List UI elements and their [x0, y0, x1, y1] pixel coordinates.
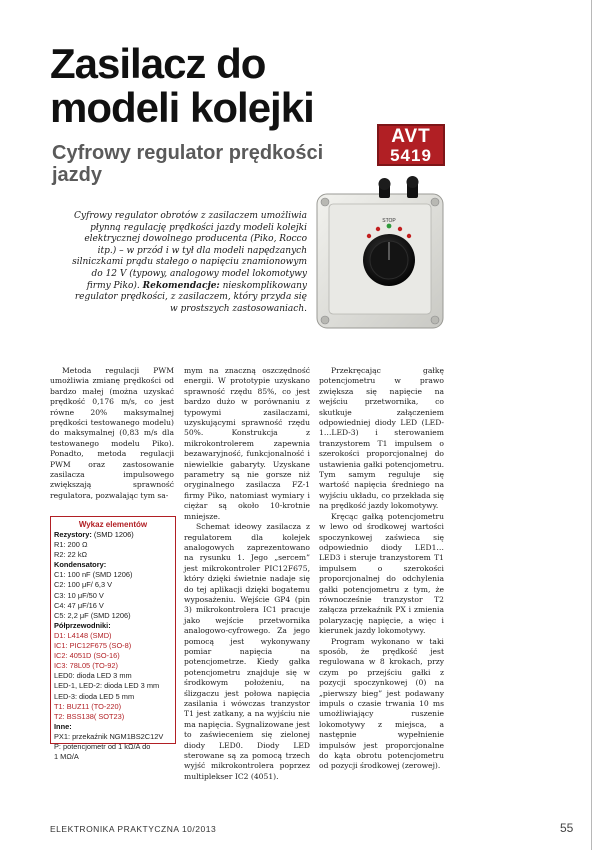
knob-stop-label: STOP	[382, 218, 396, 224]
parts-item: IC1: PIC12F675 (SO-8)	[54, 641, 132, 651]
parts-item: R1: 200 Ω	[54, 540, 88, 550]
recommend-label: Rekomendacje:	[142, 280, 220, 291]
parts-item: LED-3: dioda LED 5 mm	[54, 691, 135, 701]
parts-item: LED-1, LED-2: dioda LED 3 mm	[54, 681, 160, 691]
body-paragraph: Metoda regulacji PWM umożliwia zmianę prędkości od bardzo małej (można uzyskać prędkość 0,176 m/s, co jest równe 20% maksymalnej prędkości testowanego modelu) do maksymalnej (0,83 m/s dla testowanego modelu Piko). Ponadto, metoda regulacji PWM oraz zastosowanie zasilacza impulsowego zwiększają sprawność regulatora, pozwalając tym sa-	[50, 366, 174, 500]
parts-item: R2: 22 kΩ	[54, 550, 88, 560]
parts-item: LED0: dioda LED 3 mm	[54, 671, 132, 681]
lead-paragraph	[70, 211, 307, 315]
article-subtitle: Cyfrowy regulator prędkości jazdy	[52, 142, 324, 186]
device-photo	[315, 172, 447, 335]
parts-item: IC2: 4051D (SO-16)	[54, 651, 120, 661]
body-paragraph: Schemat ideowy zasilacza z regulatorem dla kolejek analogowych zaprezentowano na rysunku 1. Jego „sercem” jest mikrokontroler PIC12F675, który dzięki świetnie nadaje się do tej aplikacji dzięki bogatemu wyposażeniu. Wejście GP4 (pin 3) mikrokontrolera IC1 pracuje jako wejście przetwornika analogowo-cyfrowego. Za jego pomocą jest wykonywany pomiar napięcia na potencjometrze. Kiedy gałka potencjometru znajduje się w środkowym położeniu, na ślizgaczu jest połowa napięcia zasilania i wówczas tranzystor T1 jest zatkany, a na wyjściu nie ma napięcia. Sygnalizowane jest to zaświeceniem się zielonej diody LED0. Diody LED sterowane są za pomocą trzech wyjść mikrokontrolera poprzez multiplekser IC2 (4051).	[184, 522, 310, 781]
parts-item: IC3: 78L05 (TO-92)	[54, 661, 118, 671]
body-column-2	[184, 366, 310, 782]
parts-category-other: Inne:	[54, 721, 72, 731]
parts-item: T2: BSS138( SOT23)	[54, 711, 125, 721]
page-edge-rule	[591, 0, 592, 850]
body-paragraph: mym na znaczną oszczędność energii. W prototypie uzyskano sprawność rzędu 85%, co jest bardzo dużo w porównaniu z typowymi zasilaczami, uzyskującymi sprawność rzędu 50%. Konstrukcja z mikrokontrolerem zapewnia bezawaryjność, funkcjonalność i niewielkie gabaryty. Uzyskane parametry są nie gorsze niż oryginalnego zasilacza FZ-1 firmy Piko, natomiast wymiary i ciężar są około 10-krotnie mniejsze.	[184, 366, 310, 521]
body-column-1	[50, 366, 174, 501]
parts-item: C5: 2,2 μF (SMD 1206)	[54, 610, 131, 620]
magazine-footer: ELEKTRONIKA PRAKTYCZNA 10/2013	[50, 824, 217, 834]
badge-number-text: 5419	[390, 146, 432, 165]
body-column-3	[319, 366, 444, 772]
parts-list-box	[50, 516, 176, 762]
lead-text: Cyfrowy regulator obrotów z zasilaczem umożliwia płynną regulację prędkości jazdy modeli kolejki elektrycznej dowolnego producenta (Piko, Rocco itp.) – w przód i w tył dla modeli napędzanych silniczkami prądu stałego o napięciu znamionowym do 12 V (typowy, analogowy model lokomotywy firmy Piko).	[72, 211, 307, 291]
page-number: 55	[560, 821, 574, 835]
parts-category-resistors: Rezystory: (SMD 1206)	[54, 530, 134, 539]
parts-item: P: potencjometr od 1 kΩ/A do	[54, 741, 151, 751]
parts-category-semiconductors: Półprzewodniki:	[54, 620, 111, 630]
article-title: Zasilacz do modeli kolejki	[50, 40, 314, 131]
avt-badge	[377, 124, 445, 166]
parts-category-capacitors: Kondensatory:	[54, 560, 107, 570]
parts-list-heading: Wykaz elementów	[78, 520, 148, 529]
parts-item: D1: L4148 (SMD)	[54, 630, 112, 640]
badge-avt-text: AVT	[391, 126, 431, 147]
parts-item: C4: 47 μF/16 V	[54, 600, 104, 610]
body-paragraph: Kręcąc gałką potencjometru w lewo od środkowej wartości spoczynkowej zaświeca się odpowiednio diody LED1…LED3 i steruje tranzystorem T1 impulsem o szerokości proporcjonalnej do odchylenia gałki potencjometru z tym, że równocześnie tranzystor T2 załącza przekaźnik PX i zmienia polaryzację napięcie, a więc i kierunek jazdy lokomotywy.	[319, 511, 444, 636]
body-paragraph: Program wykonano w taki sposób, że prędkość jest regulowana w 8 krokach, przy czym po przejściu gałki z pozycji spoczynkowej (0) na „pierwszy bieg” jest podawany impuls o czasie trwania 10 ms umożliwiający ruszenie lokomotywy z miejsca, a następnie wypełnienie impulsów jest proporcjonalne do kąta obrotu potencjometru od pozycji środkowej (zerowej).	[319, 636, 444, 771]
parts-item: C1: 100 nF (SMD 1206)	[54, 570, 133, 580]
parts-item: PX1: przekaźnik NGM1BS2C12V	[54, 731, 164, 741]
body-paragraph: Przekręcając gałkę potencjometru w prawo zwiększa się napięcie na wejściu przetwornika, co skutkuje załączeniem odpowiedniej diody LED (LED-1…LED-3) i sterowaniem tranzystorem T1 impulsem o szerokości proporcjonalnej do ustawienia gałki potencjometru. Tym samym reguluje się wartość napięcia średniego na wyjściu układu, co przekłada się na prędkość jazdy lokomotywy.	[319, 366, 444, 511]
parts-item: 1 MΩ/A	[54, 752, 79, 762]
recommend-text: nieskomplikowany regulator prędkości, z zasilaczem, który przyda się w prostszych zastosowaniach.	[74, 280, 307, 314]
parts-item: T1: BUZ11 (TO-220)	[54, 701, 122, 711]
parts-item: C2: 100 μF/ 6,3 V	[54, 580, 113, 590]
parts-item: C3: 10 μF/50 V	[54, 590, 104, 600]
